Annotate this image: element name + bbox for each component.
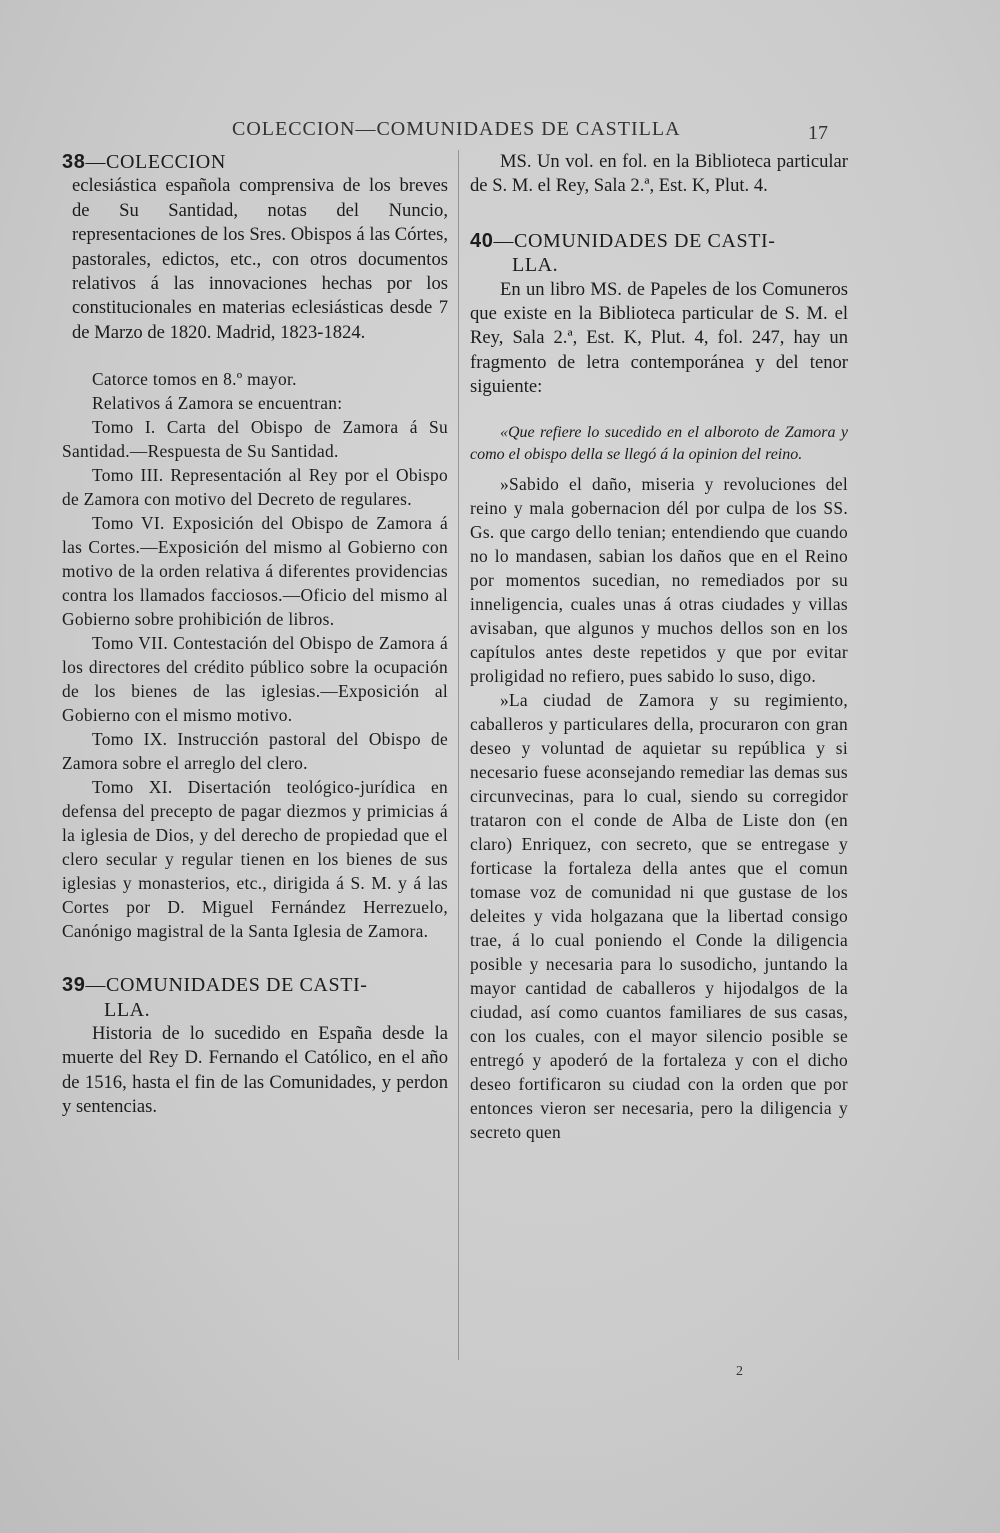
entry-40-heading <box>470 229 848 253</box>
entry-39-heading <box>62 973 448 997</box>
entry-39-body: Historia de lo sucedido en España desde la muerte del Rey D. Fernando el Católico, en el año de 1516, hasta el fin de las Comunidades, y perdon y sentencias. <box>62 1023 448 1118</box>
right-column <box>470 150 848 1144</box>
running-title: COLECCION—COMUNIDADES DE CASTILLA <box>232 118 681 140</box>
entry-38-tomo-6: Tomo VI. Exposición del Obispo de Zamora á las Cortes.—Exposición del mismo al Gobierno con motivo de la orden relativa á diferentes providencias contra los llamados facciosos.—Oficio del mismo al Gobierno sobre prohibición de libros. <box>62 513 448 630</box>
entry-38-tomo-3: Tomo III. Representación al Rey por el Obispo de Zamora con motivo del Decreto de regulares. <box>62 465 448 510</box>
entry-39-number: 39 <box>62 974 86 997</box>
entry-40-title: —COMUNIDADES DE CASTI- <box>493 229 776 252</box>
column-divider <box>458 150 459 1360</box>
entry-38-title: —COLECCION <box>85 151 226 173</box>
entry-40-intro: En un libro MS. de Papeles de los Comuneros que existe en la Biblioteca particular de S. M. el Rey, Sala 2.ª, Est. K, Plut. 4, fol. 247, hay un fragmento de letra contemporánea y del tenor siguiente: <box>470 278 848 398</box>
entry-38-volumes: Catorce tomos en 8.º mayor. <box>92 369 297 390</box>
entry-38-details <box>62 367 448 943</box>
entry-40-number: 40 <box>470 229 494 252</box>
entry-38-tomo-7: Tomo VII. Contestación del Obispo de Zamora á los directores del crédito público sobre la ocupación de los bienes de las iglesias.—Exposición al Gobierno con el mismo motivo. <box>62 633 448 726</box>
entry-39-continuation: MS. Un vol. en fol. en la Biblioteca particular de S. M. el Rey, Sala 2.ª, Est. K, Plut. 4. <box>470 151 848 197</box>
page-number: 17 <box>808 122 828 144</box>
entry-39-title-line-2: LLA. <box>104 998 151 1021</box>
entry-39-title: —COMUNIDADES DE CASTI- <box>85 974 368 997</box>
entry-40-paragraph-1: »Sabido el daño, miseria y revoluciones del reino y mala gobernacion dél por culpa de los SS. Gs. que cargo dello tenian; entendiendo que cuando no lo mandasen, sabian los daños que en el Reino por momentos sucedian, no remediados por su inneligencia, cuales unas á otras ciudades y villas avisaban, que algunos y muchos dellos son en los capítulos antes deste repetidos y que por evitar proligidad no refiero, pues sabido lo suso, digo. <box>470 473 848 686</box>
entry-38-body: eclesiástica española comprensiva de los breves de Su Santidad, notas del Nuncio, representaciones de los Sres. Obispos á las Córtes, pastorales, edictos, etc., con otros documentos relativos á las innovaciones hechas por los constitucionales en materias eclesiásticas desde 7 de Marzo de 1820. Madrid, 1823-1824. <box>72 175 448 343</box>
signature-mark: 2 <box>736 1364 743 1379</box>
entry-40-title-line-2: LLA. <box>512 254 559 277</box>
entry-40-quote-title: «Que refiere lo sucedido en el alboroto de Zamora y como el obispo della se llegó á la opinion del reino. <box>470 423 848 463</box>
entry-40-paragraph-2: »La ciudad de Zamora y su regimiento, caballeros y particulares della, procuraron con gran deseo y voluntad de aquietar su república y si necesario fuese aconsejando remediar las demas sus circunvecinas, para lo cual, siendo su corregidor trataron con el conde de Alba de Liste don (en claro) Enriquez, con secreto, que se entregase y forticase la fortaleza della antes que el comun tomase voz de comunidad ni que gustase de los deleites y vida holgazana que la libertad consigo trae, á lo cual poniendo el Conde la diligencia posible y necesaria para lo susodicho, juntando la mayor cantidad de caballeros y hijodalgos de la ciudad, así como cuantos familiares de sus casas, con los cuales, con el mayor silencio posible se entregó y apoderó de la fortaleza y con el dicho deseo fortificaron su ciudad con la orden que por entonces vieron ser necesaria, pero la diligencia y secreto quen <box>470 689 848 1142</box>
entry-38-tomo-1: Tomo I. Carta del Obispo de Zamora á Su Santidad.—Respuesta de Su Santidad. <box>62 417 448 462</box>
entry-40-quote <box>470 472 848 1144</box>
left-column <box>62 150 448 1120</box>
entry-38-relativos: Relativos á Zamora se encuentran: <box>92 393 343 414</box>
entry-38-number: 38 <box>62 151 86 173</box>
entry-38-tomo-9: Tomo IX. Instrucción pastoral del Obispo de Zamora sobre el arreglo del clero. <box>62 729 448 774</box>
entry-38-tomo-11: Tomo XI. Disertación teológico-jurídica en defensa del precepto de pagar diezmos y primicias á la iglesia de Dios, y del derecho de propiedad que el clero secular y regular tienen en los bienes de sus iglesias y monasterios, etc., dirigida á S. M. y á las Cortes por D. Miguel Fernández Herrezuelo, Canónigo magistral de la Santa Iglesia de Zamora. <box>62 777 448 942</box>
entry-38-heading <box>62 150 448 174</box>
